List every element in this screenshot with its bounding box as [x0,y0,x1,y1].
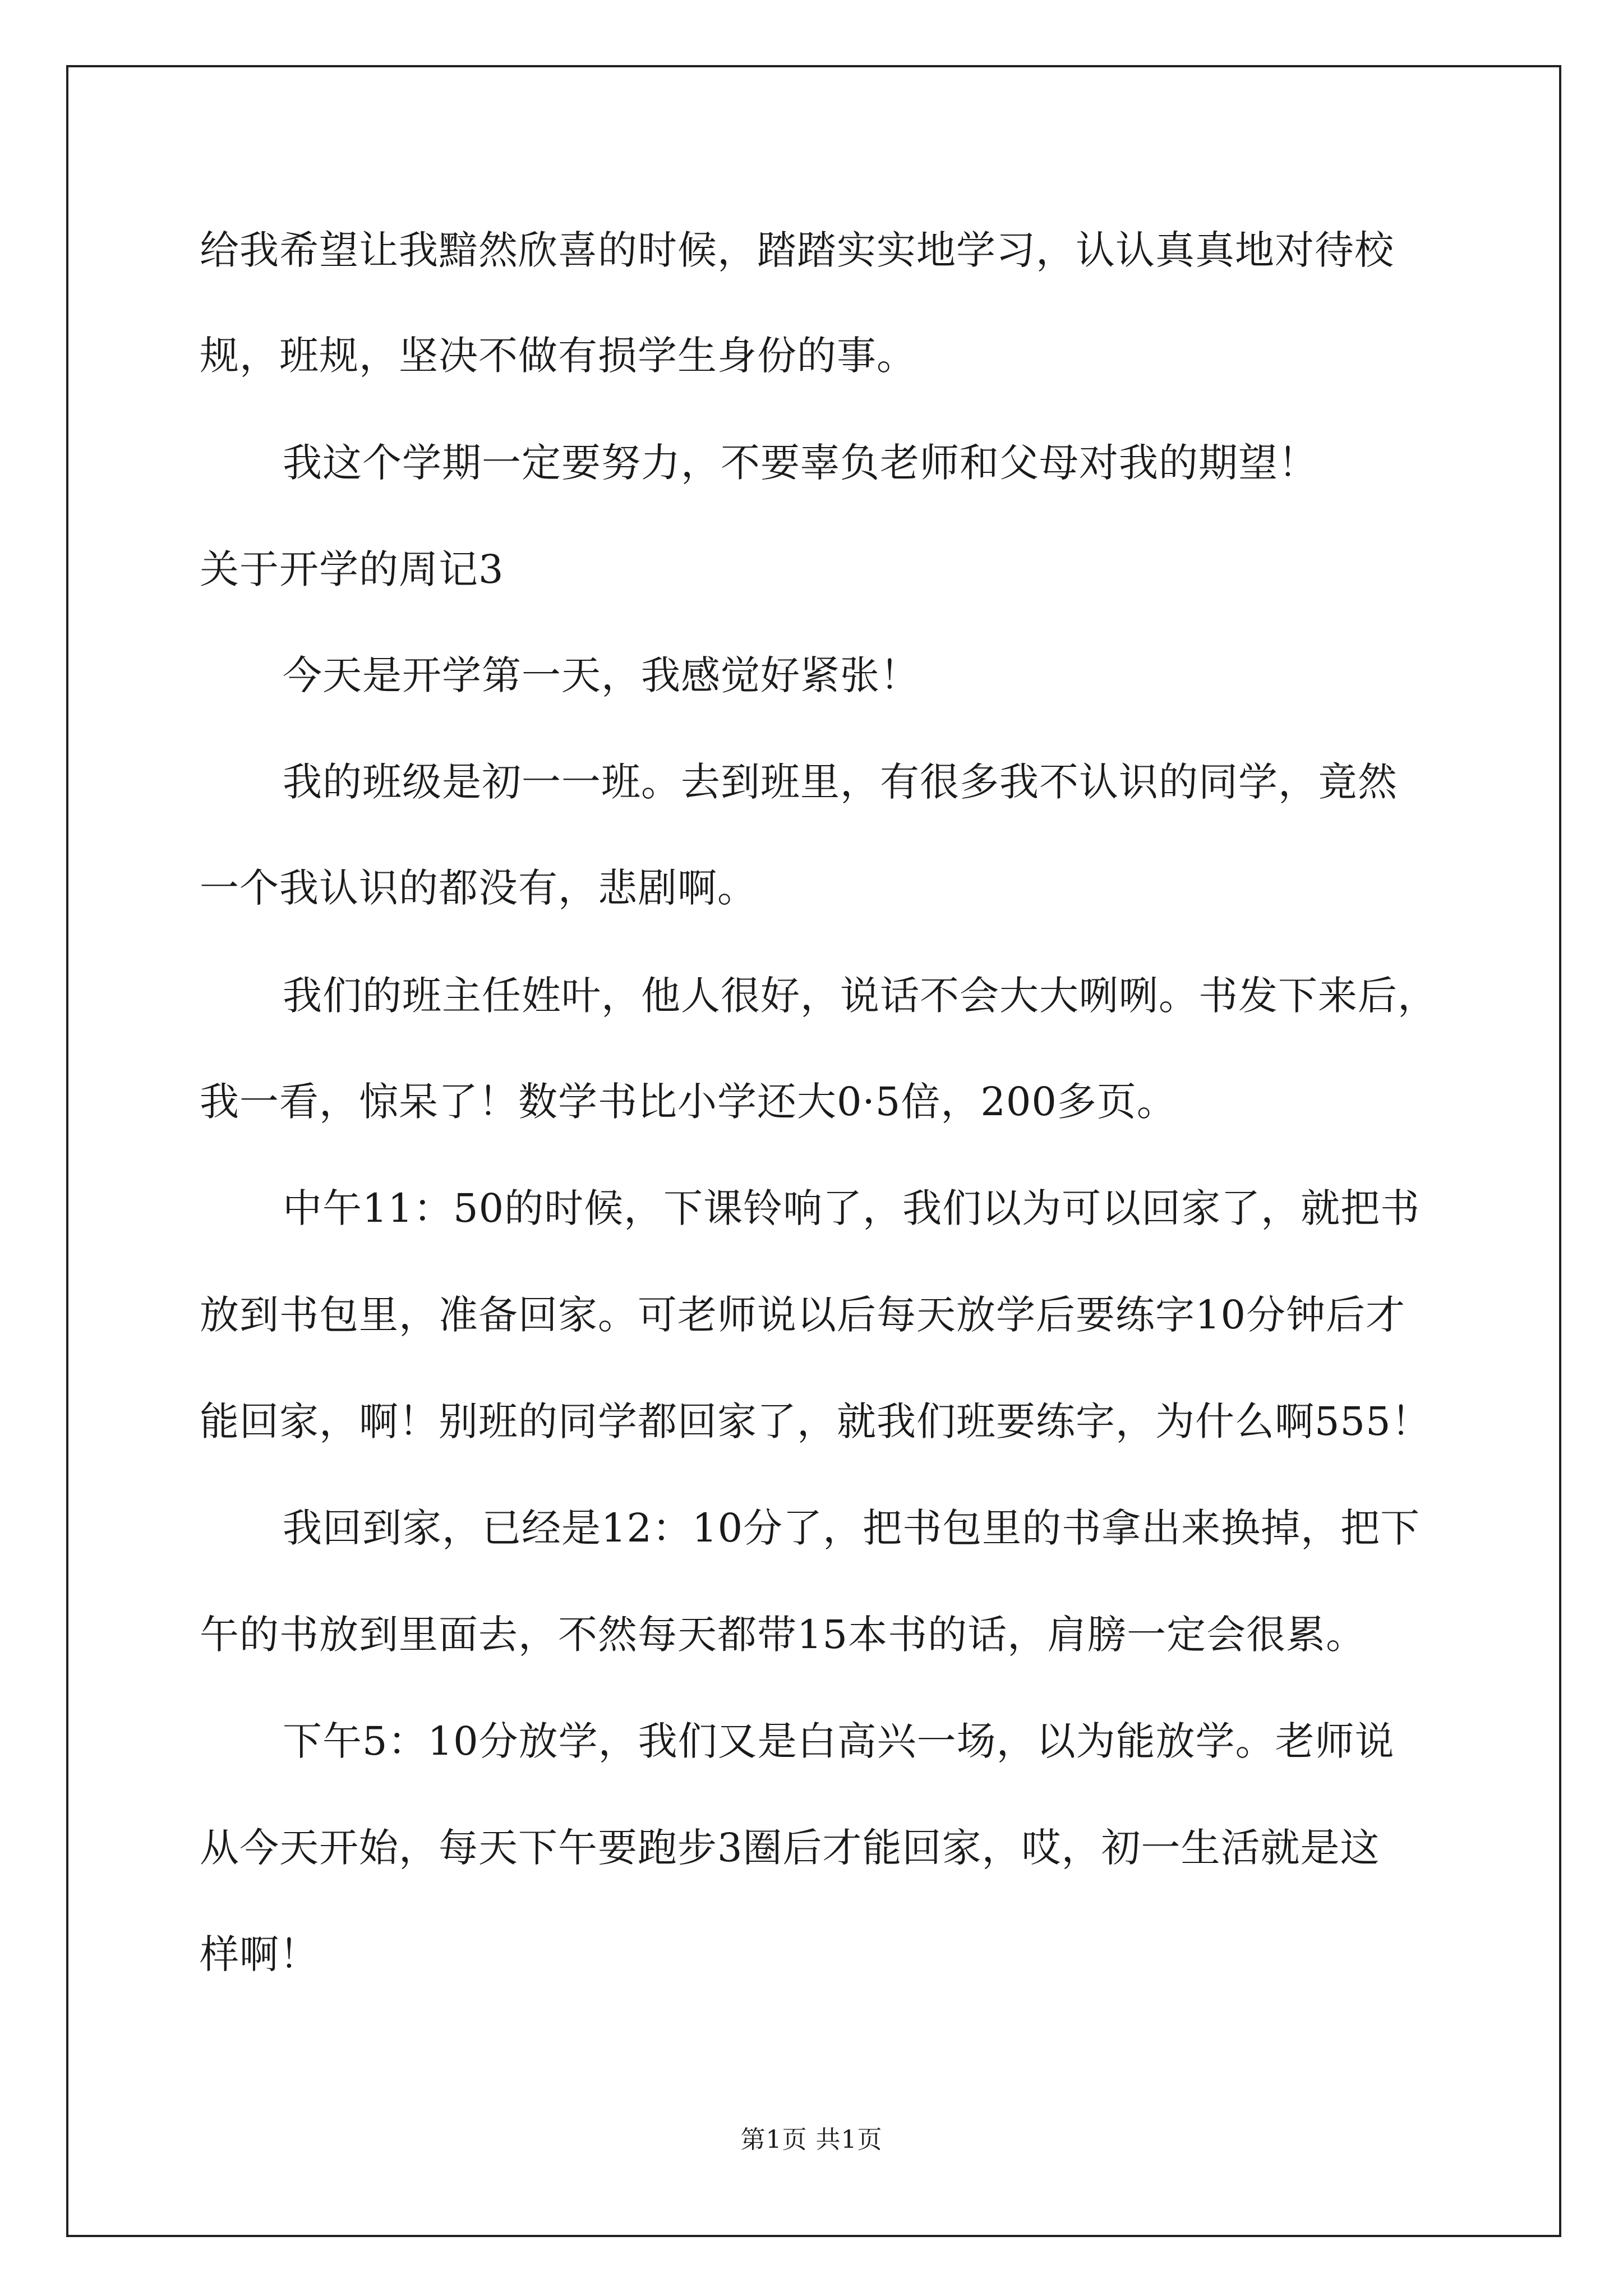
paragraph-line: 我们的班主任姓叶，他人很好，说话不会大大咧咧。书发下来后， [283,973,1437,1019]
paragraph-line: 样啊！ [200,1931,319,1977]
paragraph-line: 我回到家，已经是12：10分了，把书包里的书拿出来换掉，把下 [283,1505,1421,1551]
paragraph-line: 从今天开始，每天下午要跑步3圈后才能回家，哎，初一生活就是这 [200,1825,1380,1871]
paragraph-line: 规，班规，坚决不做有损学生身份的事。 [200,333,916,379]
paragraph-line: 我的班级是初一一班。去到班里，有很多我不认识的同学，竟然 [283,759,1398,805]
paragraph-line: 午的书放到里面去，不然每天都带15本书的话，肩膀一定会很累。 [200,1612,1366,1658]
paragraph-line: 我这个学期一定要努力，不要辜负老师和父母对我的期望！ [283,440,1318,486]
paragraph-line: 中午11：50的时候，下课铃响了，我们以为可以回家了，就把书 [283,1185,1421,1231]
paragraph-line: 我一看，惊呆了！数学书比小学还大0·5倍，200多页。 [200,1079,1177,1125]
section-heading: 关于开学的周记3 [200,546,504,592]
page-border [66,65,1561,2237]
page-number: 第1页 共1页 [740,2125,883,2154]
paragraph-line: 放到书包里，准备回家。可老师说以后每天放学后要练字10分钟后才 [200,1292,1406,1338]
paragraph-line: 给我希望让我黯然欣喜的时候，踏踏实实地学习，认认真真地对待校 [200,227,1394,273]
paragraph-line: 今天是开学第一天，我感觉好紧张！ [283,652,920,698]
paragraph-line: 能回家，啊！别班的同学都回家了，就我们班要练字，为什么啊555！ [200,1398,1431,1444]
paragraph-line: 一个我认识的都没有，悲剧啊。 [200,865,757,911]
paragraph-line: 下午5：10分放学，我们又是白高兴一场，以为能放学。老师说 [283,1718,1395,1764]
